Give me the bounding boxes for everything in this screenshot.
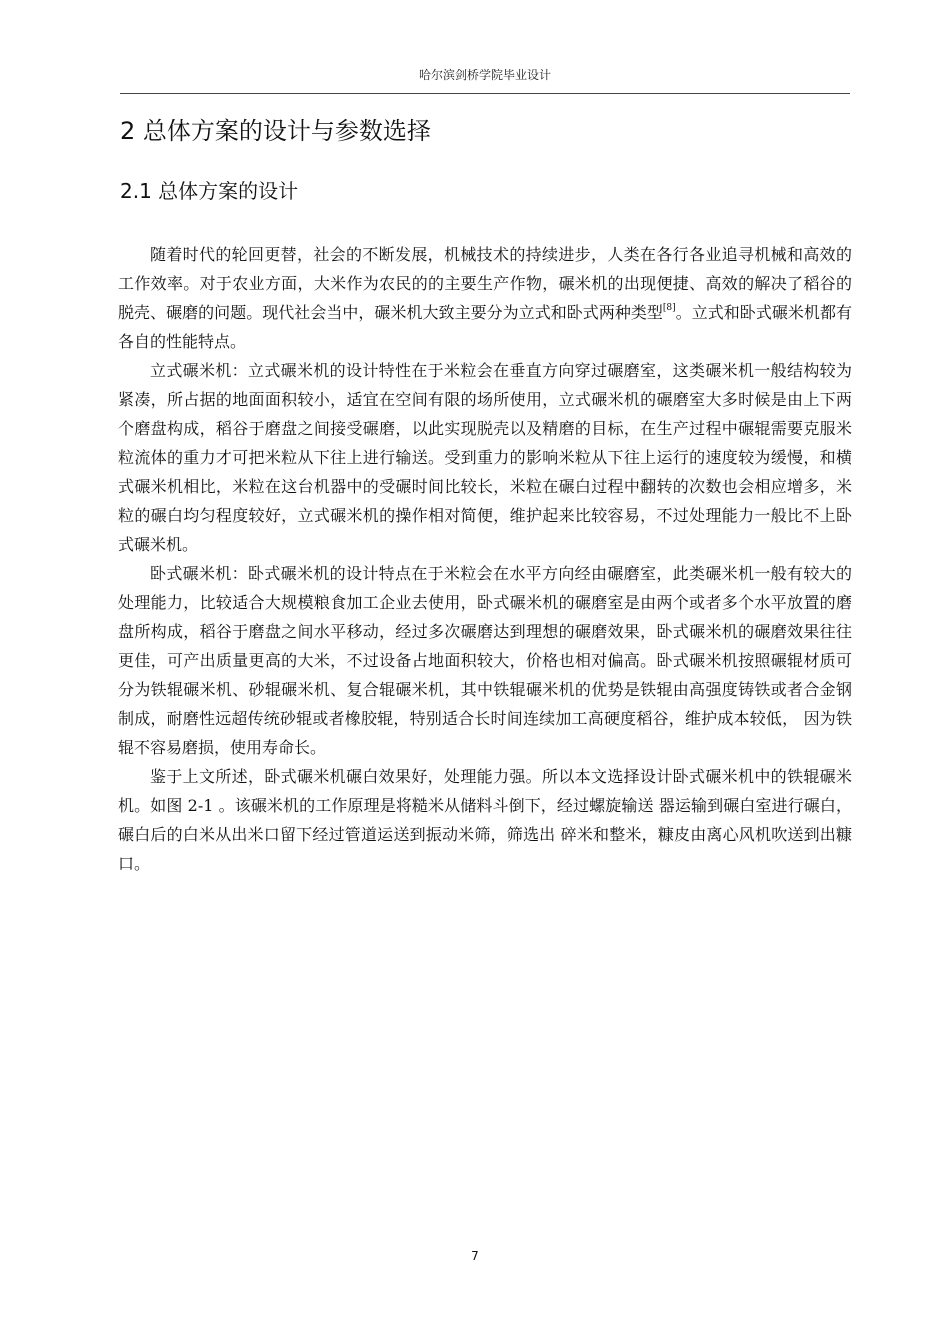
page-number: 7: [471, 1249, 479, 1263]
paragraph-4: 鉴于上文所述，卧式碾米机碾白效果好，处理能力强。所以本文选择设计卧式碾米机中的铁辊碾米机。如图 2-1 。该碾米机的工作原理是将糙米从储料斗倒下，经过螺旋输送 器运输到碾白室进行碾白，碾白后的白米从出米口留下经过管道运送到振动米筛，筛选出 碎米和整米，糠皮由离心风机吹送到出糠口。: [118, 767, 852, 873]
header-divider: [120, 93, 850, 94]
citation-reference: [8]: [662, 303, 676, 313]
chapter-title: 2 总体方案的设计与参数选择: [120, 117, 431, 145]
paragraph-1: [118, 240, 852, 356]
paragraph-1-text-end: 。立式和卧式碾米机都有各自的性能特点。: [118, 303, 852, 351]
paragraph-1-text: 随着时代的轮回更替，社会的不断发展，机械技术的持续进步，人类在各行各业追寻机械和高效的工作效率。对于农业方面，大米作为农民的的主要生产作物，碾米机的出现便捷、高效的解决了稻谷的脱壳、碾磨的问题。现代社会当中，碾米机大致主要分为立式和卧式两种类型: [118, 245, 852, 322]
page-header: 哈尔滨剑桥学院毕业设计: [418, 68, 551, 82]
paragraph-3: 卧式碾米机：卧式碾米机的设计特点在于米粒会在水平方向经由碾磨室，此类碾米机一般有较大的处理能力，比较适合大规模粮食加工企业去使用，卧式碾米机的碾磨室是由两个或者多个水平放置的磨盘所构成，稻谷于磨盘之间水平移动，经过多次碾磨达到理想的碾磨效果，卧式碾米机的碾磨效果往往更佳，可产出质量更高的大米，不过设备占地面积较大，价格也相对偏高。卧式碾米机按照碾辊材质可分为铁辊碾米机、砂辊碾米机、复合辊碾米机，其中铁辊碾米机的优势是铁辊由高强度铸铁或者合金钢制成，耐磨性远超传统砂辊或者橡胶辊，特别适合长时间连续加工高硬度稻谷，维护成本较低， 因为铁辊不容易磨损，使用寿命长。: [118, 564, 852, 757]
paragraph-2: 立式碾米机：立式碾米机的设计特性在于米粒会在垂直方向穿过碾磨室，这类碾米机一般结构较为紧凑，所占据的地面面积较小，适宜在空间有限的场所使用，立式碾米机的碾磨室大多时候是由上下两个磨盘构成，稻谷于磨盘之间接受碾磨，以此实现脱壳以及精磨的目标，在生产过程中碾辊需要克服米粒流体的重力才可把米粒从下往上进行输送。受到重力的影响米粒从下往上运行的速度较为缓慢，和横式碾米机相比，米粒在这台机器中的受碾时间比较长，米粒在碾白过程中翻转的次数也会相应增多，米粒的碾白均匀程度较好，立式碾米机的操作相对简便，维护起来比较容易，不过处理能力一般比不上卧式碾米机。: [118, 361, 852, 554]
body-text: [118, 240, 852, 878]
section-title: 2.1 总体方案的设计: [120, 179, 299, 203]
